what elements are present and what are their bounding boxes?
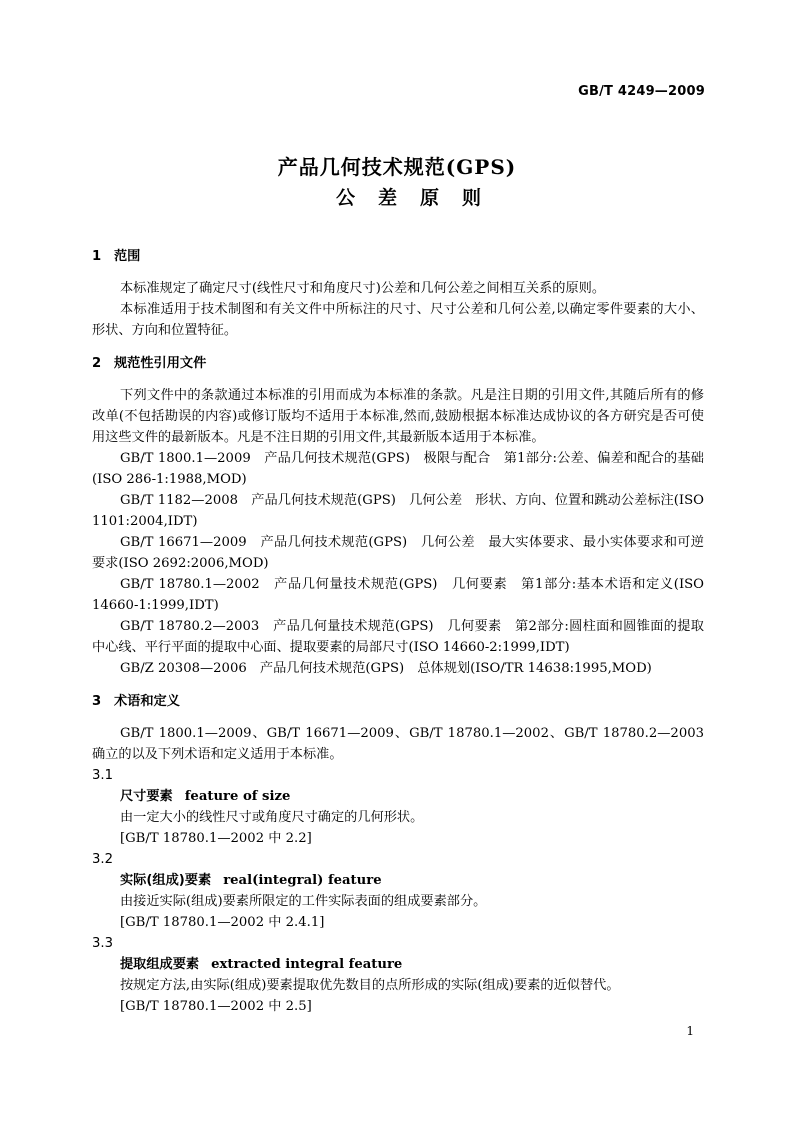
section-number: 2 — [92, 356, 102, 371]
term-name-en: extracted integral feature — [211, 957, 403, 972]
reference-item: GB/T 18780.1—2002 产品几何量技术规范(GPS) 几何要素 第1部分:基本术语和定义(ISO 14660-1:1999,IDT) — [92, 577, 704, 613]
term-definition: 由接近实际(组成)要素所限定的工件实际表面的组成要素部分。 — [120, 894, 487, 909]
document-body — [92, 246, 704, 1017]
term-title — [92, 870, 704, 891]
paragraph: 本标准适用于技术制图和有关文件中所标注的尺寸、尺寸公差和几何公差,以确定零件要素的大小、形状、方向和位置特征。 — [92, 302, 704, 338]
term-name-en: real(integral) feature — [223, 873, 382, 888]
term-source: [GB/T 18780.1—2002 中 2.5] — [120, 999, 312, 1014]
page-number: 1 — [686, 1024, 694, 1038]
term-name-cn: 尺寸要素 — [120, 789, 173, 804]
reference-item: GB/T 16671—2009 产品几何技术规范(GPS) 几何公差 最大实体要求、最小实体要求和可逆要求(ISO 2692:2006,MOD) — [92, 535, 704, 571]
term-title — [92, 786, 704, 807]
section-title: 规范性引用文件 — [114, 356, 207, 371]
term-source: [GB/T 18780.1—2002 中 2.2] — [120, 831, 312, 846]
term-source: [GB/T 18780.1—2002 中 2.4.1] — [120, 915, 325, 930]
document-subtitle: 公差原则 — [335, 187, 504, 209]
reference-item: GB/T 1182—2008 产品几何技术规范(GPS) 几何公差 形状、方向、位置和跳动公差标注(ISO 1101:2004,IDT) — [92, 493, 704, 529]
term-number: 3.2 — [92, 852, 113, 867]
paragraph: GB/T 1800.1—2009、GB/T 16671—2009、GB/T 18780.1—2002、GB/T 18780.2—2003 确立的以及下列术语和定义适用于本标准。 — [92, 726, 704, 762]
section-heading — [92, 246, 704, 267]
term-name-cn: 提取组成要素 — [120, 957, 200, 972]
paragraph: 下列文件中的条款通过本标准的引用而成为本标准的条款。凡是注日期的引用文件,其随后所有的修改单(不包括勘误的内容)或修订版均不适用于本标准,然而,鼓励根据本标准达成协议的各方研究是否可使用这些文件的最新版本。凡是不注日期的引用文件,其最新版本适用于本标准。 — [92, 388, 704, 445]
section-title: 术语和定义 — [114, 694, 180, 709]
term-name-cn: 实际(组成)要素 — [120, 873, 212, 888]
section-heading — [92, 691, 704, 712]
section-heading — [92, 353, 704, 374]
standard-code: GB/T 4249—2009 — [578, 84, 705, 99]
reference-item: GB/T 18780.2—2003 产品几何量技术规范(GPS) 几何要素 第2部分:圆柱面和圆锥面的提取中心线、平行平面的提取中心面、提取要素的局部尺寸(ISO 14660-2:1999,IDT) — [92, 619, 704, 655]
term-number: 3.1 — [92, 768, 113, 783]
term-definition: 由一定大小的线性尺寸或角度尺寸确定的几何形状。 — [120, 810, 424, 825]
term-number: 3.3 — [92, 936, 113, 951]
term-definition: 按规定方法,由实际(组成)要素提取优先数目的点所形成的实际(组成)要素的近似替代。 — [120, 978, 620, 993]
section-title: 范围 — [114, 249, 141, 264]
reference-item: GB/Z 20308—2006 产品几何技术规范(GPS) 总体规划(ISO/TR 14638:1995,MOD) — [120, 661, 652, 676]
reference-item: GB/T 1800.1—2009 产品几何技术规范(GPS) 极限与配合 第1部分:公差、偏差和配合的基础(ISO 286-1:1988,MOD) — [92, 451, 704, 487]
section-number: 3 — [92, 694, 102, 709]
document-title: 产品几何技术规范(GPS) — [277, 155, 517, 179]
term-title — [92, 954, 704, 975]
section-number: 1 — [92, 249, 102, 264]
paragraph: 本标准规定了确定尺寸(线性尺寸和角度尺寸)公差和几何公差之间相互关系的原则。 — [120, 281, 606, 296]
term-name-en: feature of size — [184, 789, 291, 804]
